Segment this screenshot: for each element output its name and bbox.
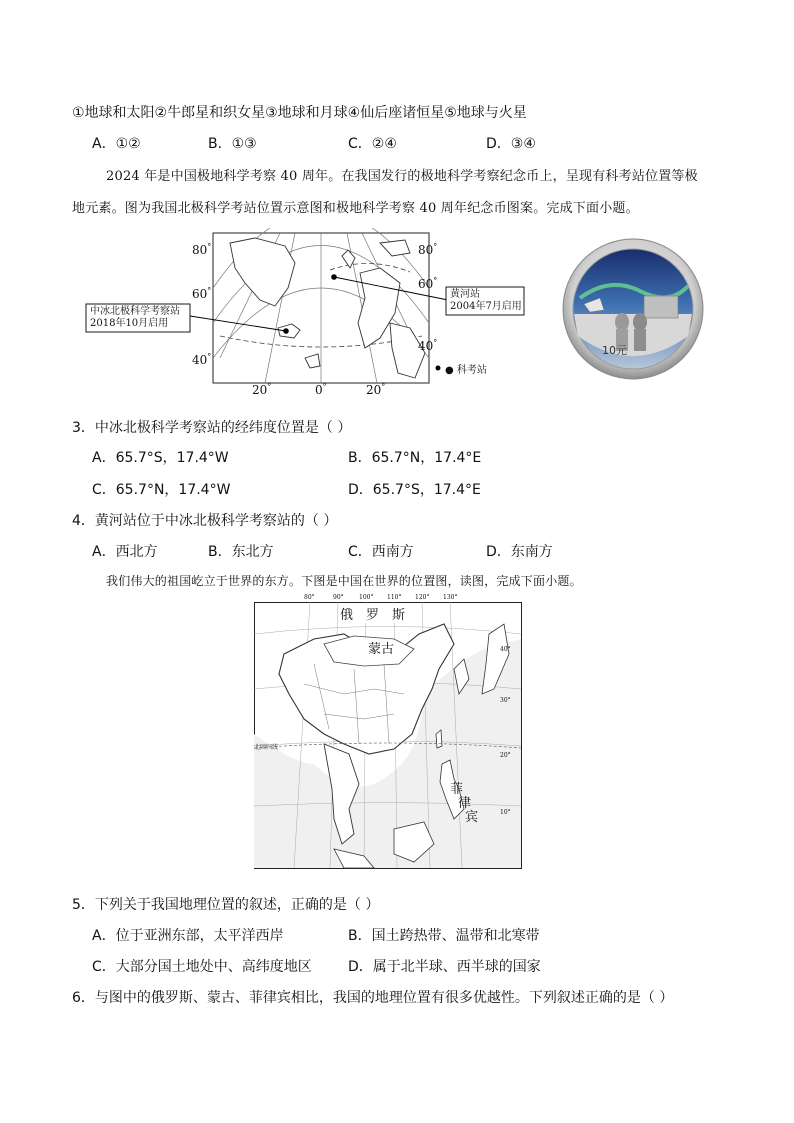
q3-choice-c: C．65.7°N，17.4°W (92, 482, 231, 498)
label-tropic-of-cancer: 北回归线 (254, 744, 279, 751)
label-philippines-3: 宾 (465, 810, 479, 825)
commemorative-coin-image (560, 236, 706, 382)
label-philippines-2: 律 (458, 796, 472, 811)
lat-label-80-left: 80° (192, 242, 212, 257)
lon-label-90: 90° (333, 594, 344, 601)
q5-stem: 5．下列关于我国地理位置的叙述，正确的是（ ） (72, 897, 380, 913)
intro-polar-line1: 2024 年是中国极地科学考察 40 周年。在我国发行的极地科学考察纪念币上，呈现有科考站位置等极 (106, 169, 698, 184)
label-mongolia: 蒙古 (368, 642, 395, 657)
q3-choice-d: D．65.7°S，17.4°E (348, 482, 481, 498)
china-location-map (254, 594, 522, 870)
china-map-graphic (254, 594, 522, 870)
q4-stem: 4．黄河站位于中冰北极科学考察站的（ ） (72, 513, 338, 529)
lon-label-120: 120° (415, 594, 430, 601)
q4-choice-d: D．东南方 (486, 544, 553, 560)
lat-label-80-right: 80° (418, 242, 438, 257)
prev-choice-c: C．②④ (348, 136, 397, 152)
prev-question-items: ①地球和太阳②牛郎星和织女星③地球和月球④仙后座诸恒星⑤地球与火星 (72, 105, 527, 121)
coin-face-value: 10元 (602, 344, 627, 357)
arctic-station-map (80, 228, 540, 408)
intro-china-location: 我们伟大的祖国屹立于世界的东方。下图是中国在世界的位置图，读图，完成下面小题。 (106, 574, 582, 588)
lat-label-20: 20° (500, 752, 511, 759)
lat-label-40: 40° (500, 646, 511, 653)
label-philippines-1: 菲 (450, 782, 464, 797)
station-label-yellow-river: 黄河站 2004年7月启用 (450, 289, 522, 312)
lon-label-110: 110° (387, 594, 402, 601)
label-russia: 俄 罗 斯 (340, 604, 405, 623)
intro-polar-line2: 地元素。图为我国北极科学考站位置示意图和极地科学考察 40 周年纪念币图案。完成下面小题。 (72, 201, 639, 216)
lat-label-60-left: 60° (192, 286, 212, 301)
lon-label-100: 100° (359, 594, 374, 601)
lat-label-10: 10° (500, 809, 511, 816)
q5-choice-c: C．大部分国土地处中、高纬度地区 (92, 959, 312, 975)
lon-label-20w: 20° (252, 382, 272, 397)
q3-stem: 3．中冰北极科学考察站的经纬度位置是（ ） (72, 420, 352, 436)
q3-choice-a: A．65.7°S，17.4°W (92, 450, 229, 466)
q5-choice-b: B．国土跨热带、温带和北寒带 (348, 928, 540, 944)
lon-label-20e: 20° (366, 382, 386, 397)
q3-choice-b: B．65.7°N，17.4°E (348, 450, 482, 466)
lon-label-130: 130° (443, 594, 458, 601)
lat-label-60-right: 60° (418, 276, 438, 291)
lat-label-40-right: 40° (418, 338, 438, 353)
q4-choice-b: B．东北方 (208, 544, 274, 560)
lon-label-80: 80° (304, 594, 315, 601)
prev-choice-a: A．①② (92, 136, 141, 152)
lon-label-0: 0° (315, 382, 327, 397)
q6-stem: 6．与图中的俄罗斯、蒙古、菲律宾相比，我国的地理位置有很多优越性。下列叙述正确的是（ ） (72, 990, 674, 1006)
lat-label-30: 30° (500, 697, 511, 704)
lat-label-40-left: 40° (192, 352, 212, 367)
prev-choice-d: D．③④ (486, 136, 536, 152)
station-label-cn-ice: 中冰北极科学考察站 2018年10月启用 (90, 306, 180, 329)
q4-choice-c: C．西南方 (348, 544, 414, 560)
prev-choice-b: B．①③ (208, 136, 257, 152)
q5-choice-d: D．属于北半球、西半球的国家 (348, 959, 541, 975)
q4-choice-a: A．西北方 (92, 544, 158, 560)
map-legend: ● 科考站 (445, 365, 487, 376)
q5-choice-a: A．位于亚洲东部，太平洋西岸 (92, 928, 284, 944)
